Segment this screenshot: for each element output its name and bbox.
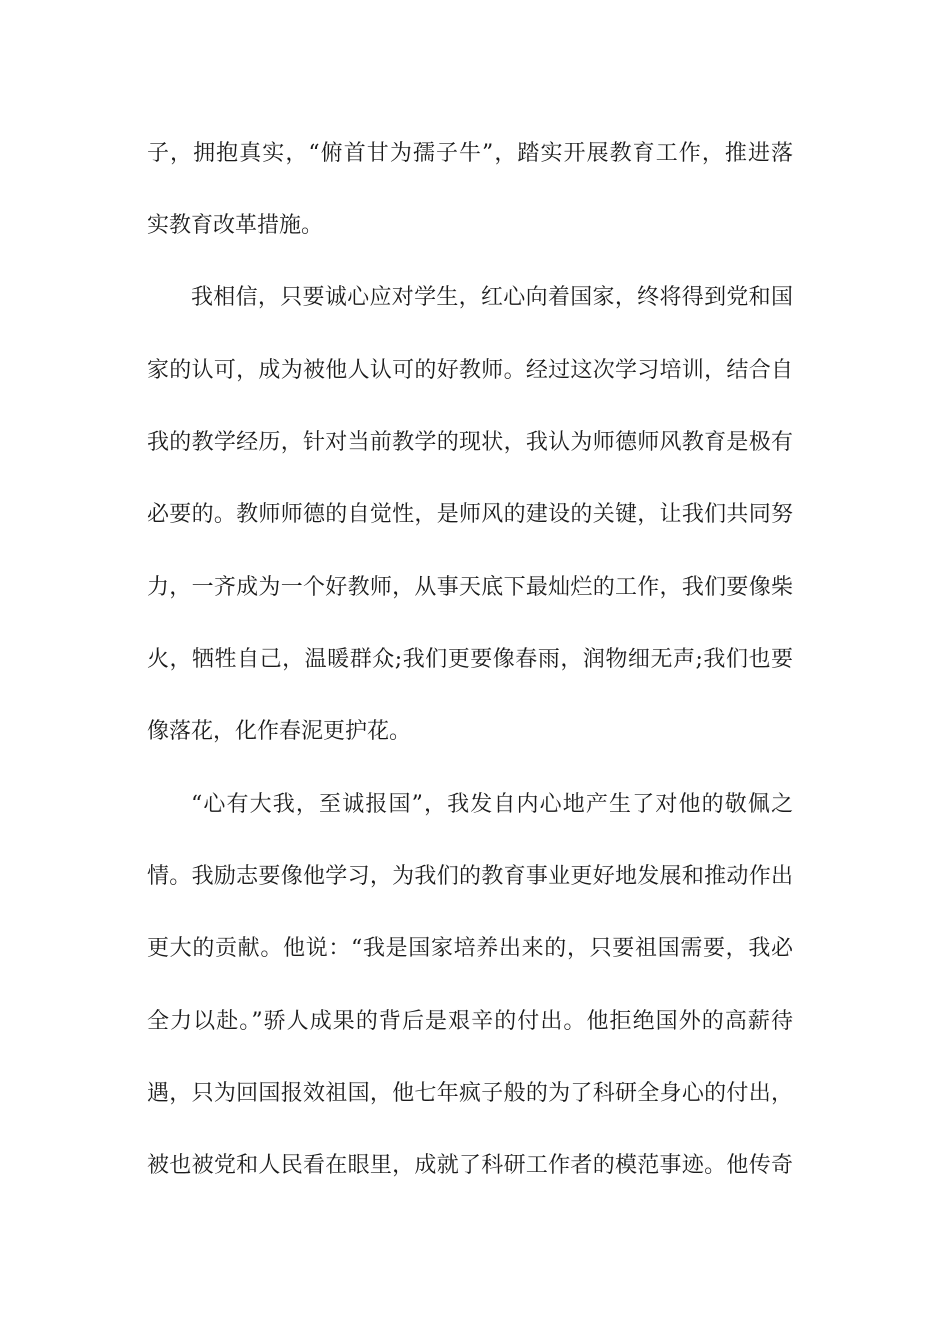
text-line-11: 情。我励志要像他学习，为我们的教育事业更好地发展和推动作出 <box>147 864 793 889</box>
text-line-1: 子，拥抱真实，“俯首甘为孺子牛”，踏实开展教育工作，推进落 <box>147 141 793 166</box>
text-line-2: 实教育改革措施。 <box>147 213 324 238</box>
text-line-13: 全力以赴。”骄人成果的背后是艰辛的付出。他拒绝国外的高薪待 <box>147 1009 793 1034</box>
text-line-5: 我的教学经历，针对当前教学的现状，我认为师德师风教育是极有 <box>147 430 793 455</box>
text-line-14: 遇，只为回国报效祖国，他七年疯子般的为了科研全身心的付出， <box>147 1081 793 1106</box>
text-line-6: 必要的。教师师德的自觉性，是师风的建设的关键，让我们共同努 <box>147 502 793 527</box>
text-line-12: 更大的贡献。他说：“我是国家培养出来的，只要祖国需要，我必 <box>147 936 793 961</box>
text-line-9: 像落花，化作春泥更护花。 <box>147 719 412 744</box>
text-line-8: 火，牺牲自己，温暖群众;我们更要像春雨，润物细无声;我们也要 <box>147 647 793 672</box>
text-line-10: “心有大我，至诚报国”，我发自内心地产生了对他的敬佩之 <box>191 792 793 817</box>
text-line-15: 被也被党和人民看在眼里，成就了科研工作者的模范事迹。他传奇 <box>147 1153 793 1178</box>
text-line-3: 我相信，只要诚心应对学生，红心向着国家，终将得到党和国 <box>191 285 793 310</box>
text-line-7: 力，一齐成为一个好教师，从事天底下最灿烂的工作，我们要像柴 <box>147 575 793 600</box>
text-line-4: 家的认可，成为被他人认可的好教师。经过这次学习培训，结合自 <box>147 358 793 383</box>
